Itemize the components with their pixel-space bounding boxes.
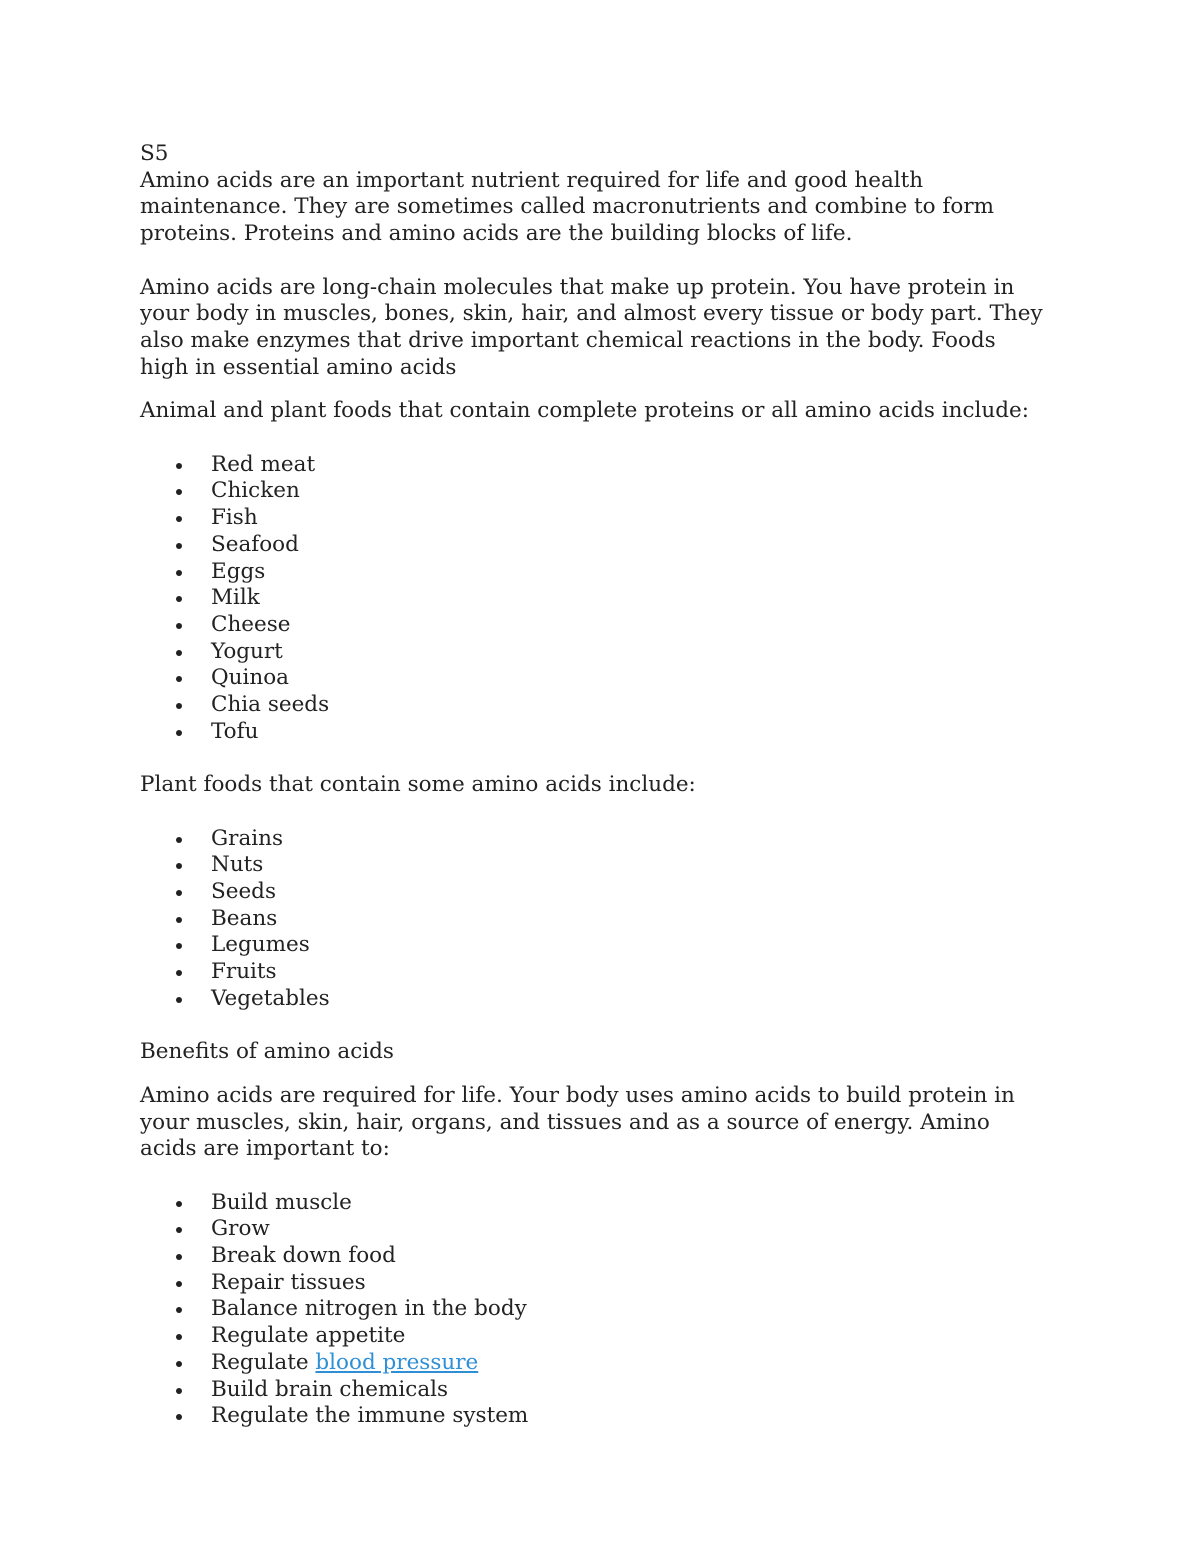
bullet-icon [176, 1281, 182, 1287]
list-item [140, 932, 1050, 959]
list-item-text: Tofu [211, 718, 259, 744]
list-item [140, 826, 1050, 853]
list-item-text: Break down food [211, 1243, 396, 1269]
list-item-text: Chia seeds [211, 692, 330, 718]
list-item [140, 559, 1050, 586]
list-item-text: Chicken [211, 478, 300, 504]
list-item [140, 1323, 1050, 1350]
document-page [140, 141, 1050, 1457]
list-item [140, 692, 1050, 719]
list-item-text: Nuts [211, 852, 264, 878]
bullet-icon [176, 489, 182, 495]
bullet-icon [176, 1201, 182, 1207]
bullet-icon [176, 623, 182, 629]
list-item [140, 532, 1050, 559]
bullet-icon [176, 1254, 182, 1260]
list-item [140, 1190, 1050, 1217]
list-item [140, 1270, 1050, 1297]
bullet-icon [176, 997, 182, 1003]
list-item [140, 612, 1050, 639]
list-item [140, 959, 1050, 986]
list-item-text: Red meat [211, 451, 316, 477]
list-item [140, 505, 1050, 532]
list-item-text: Yogurt [211, 638, 283, 664]
list-item-text: Fish [211, 505, 258, 531]
bullet-icon [176, 516, 182, 522]
bullet-icon [176, 1361, 182, 1367]
list-item [140, 1377, 1050, 1404]
intro-paragraph: Amino acids are an important nutrient required for life and good health maintenance. They are sometimes called macronutrients and combine to form proteins. Proteins and amino acids are the building blocks of life. [140, 167, 994, 247]
bullet-icon [176, 970, 182, 976]
protein-paragraph: Amino acids are long-chain molecules that make up protein. You have protein in your body in muscles, bones, skin, hair, and almost every tissue or body part. They also make enzymes that drive important chemical reactions in the body. Foods high in essential amino acids [140, 274, 1043, 380]
list-item [140, 1403, 1050, 1430]
bullet-icon [176, 1388, 182, 1394]
list-item-text: Seafood [211, 531, 299, 557]
plant-foods-list [140, 826, 1050, 1013]
list-item-text: Fruits [211, 959, 277, 985]
bullet-icon [176, 943, 182, 949]
list-item [140, 906, 1050, 933]
list-item-text: Legumes [211, 932, 310, 958]
list-item-text: Quinoa [211, 665, 289, 691]
list-item [140, 585, 1050, 612]
benefits-paragraph: Amino acids are required for life. Your body uses amino acids to build protein in your muscles, skin, hair, organs, and tissues and as a source of energy. Amino acids are important to: [140, 1082, 1015, 1162]
list-item-text: Regulate appetite [211, 1323, 406, 1349]
document-label: S5 [140, 141, 169, 166]
list-item-text: Repair tissues [211, 1269, 366, 1295]
bullet-icon [176, 917, 182, 923]
complete-proteins-list [140, 452, 1050, 746]
bullet-icon [176, 676, 182, 682]
list-item [140, 478, 1050, 505]
list-item-text: Eggs [211, 558, 266, 584]
bullet-icon [176, 570, 182, 576]
list-item-text: Grains [211, 825, 284, 851]
bullet-icon [176, 730, 182, 736]
list-item [140, 1216, 1050, 1243]
blood-pressure-link[interactable]: blood pressure [315, 1349, 479, 1375]
list-item-text: Regulate [211, 1349, 316, 1375]
bullet-icon [176, 1227, 182, 1233]
benefits-list [140, 1190, 1050, 1430]
list-item [140, 1350, 1050, 1377]
list-item-text: Beans [211, 905, 278, 931]
list-item-text: Vegetables [211, 985, 330, 1011]
complete-proteins-intro: Animal and plant foods that contain complete proteins or all amino acids include: [140, 398, 1029, 424]
list-item [140, 452, 1050, 479]
list-item-text: Seeds [211, 878, 276, 904]
bullet-icon [176, 703, 182, 709]
list-item [140, 665, 1050, 692]
list-item-text: Balance nitrogen in the body [211, 1296, 527, 1322]
list-item-text: Build brain chemicals [211, 1376, 449, 1402]
list-item-text: Cheese [211, 611, 291, 637]
bullet-icon [176, 1414, 182, 1420]
list-item-text: Build muscle [211, 1189, 352, 1215]
bullet-icon [176, 1307, 182, 1313]
bullet-icon [176, 596, 182, 602]
list-item [140, 852, 1050, 879]
bullet-icon [176, 463, 182, 469]
plant-foods-intro: Plant foods that contain some amino acids include: [140, 772, 696, 798]
list-item [140, 879, 1050, 906]
bullet-icon [176, 837, 182, 843]
list-item-text: Milk [211, 585, 260, 611]
bullet-icon [176, 650, 182, 656]
bullet-icon [176, 863, 182, 869]
list-item [140, 1296, 1050, 1323]
bullet-icon [176, 1334, 182, 1340]
benefits-heading: Benefits of amino acids [140, 1039, 394, 1065]
list-item [140, 1243, 1050, 1270]
bullet-icon [176, 890, 182, 896]
bullet-icon [176, 543, 182, 549]
list-item [140, 719, 1050, 746]
list-item [140, 639, 1050, 666]
list-item-text: Grow [211, 1216, 270, 1242]
list-item [140, 986, 1050, 1013]
list-item-text: Regulate the immune system [211, 1403, 529, 1429]
